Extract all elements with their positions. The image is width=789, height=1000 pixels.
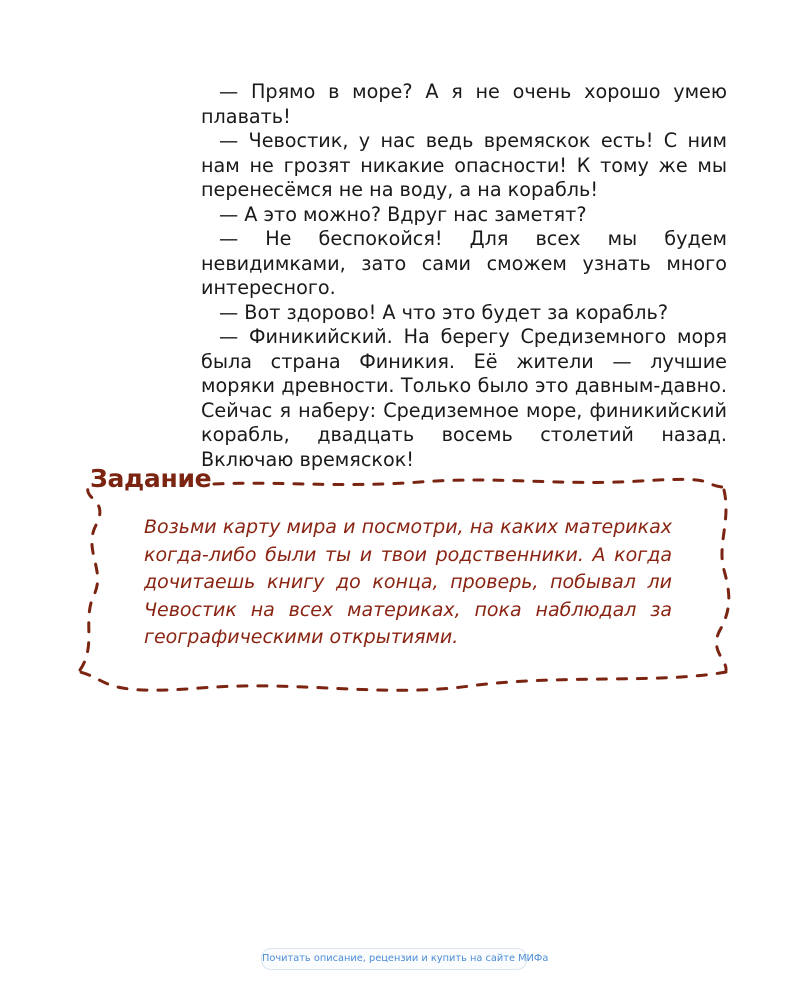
- story-paragraph: — А это можно? Вдруг нас заметят?: [219, 202, 587, 226]
- task-text: Возьми карту мира и посмотри, на каких материках когда-либо были ты и твои родственники. А когда дочитаешь книгу до конца, проверь, побывал ли Чевостик на всех материках, пока наблюдал за географическими открытиями.: [144, 516, 672, 648]
- task-body: [144, 514, 672, 652]
- story-paragraph: — Финикийский. На берегу Средиземного моря была страна Финикия. Её жители — лучшие моряки древности. Только было это давным-давно. Сейчас я наберу: Средиземное море, финикийский корабль, двадцать восемь столетий назад. Включаю времяскок!: [201, 325, 727, 471]
- task-title: Задание: [90, 464, 212, 493]
- story-paragraph: — Прямо в море? А я не очень хорошо умею плавать!: [201, 80, 727, 128]
- story-paragraph: — Не беспокойся! Для всех мы будем невидимками, зато сами сможем узнать много интересного.: [201, 227, 727, 299]
- footer-link[interactable]: Почитать описание, рецензии и купить на сайте МИФа: [261, 948, 527, 970]
- story-paragraph: — Вот здорово! А что это будет за корабль?: [219, 300, 669, 324]
- story-paragraph: — Чевостик, у нас ведь времяскок есть! С ним нам не грозят никакие опасности! К тому же мы перенесёмся не на воду, а на корабль!: [201, 129, 727, 201]
